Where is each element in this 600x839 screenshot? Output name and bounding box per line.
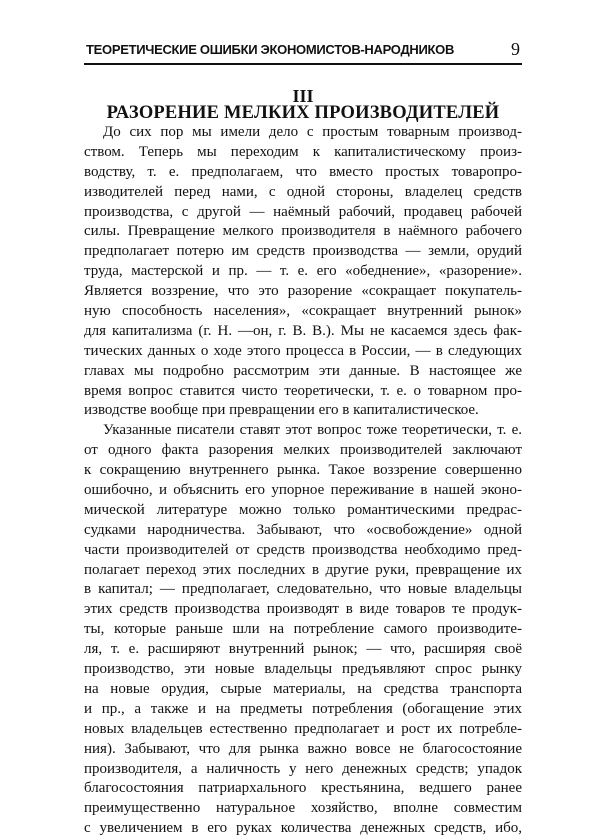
running-title: ТЕОРЕТИЧЕСКИЕ ОШИБКИ ЭКОНОМИСТОВ-НАРОДНИКОВ: [86, 42, 455, 57]
text-line: с увеличением в его руках количества денежных средств, ибо,: [84, 820, 522, 837]
running-header: [84, 41, 522, 65]
text-line: благосостояния патриархального крестьянина, ведшего ранее: [84, 780, 522, 797]
text-line: предполагает потерю им средств производства — земли, орудий: [84, 243, 522, 260]
text-line: изводителей перед нами, с одной стороны, владелец средств: [84, 183, 522, 200]
text-line: для капитализма (г. Н. —он, г. В. В.). Мы не касаемся здесь фак-: [84, 322, 522, 339]
text-line: производителя, а наличность у него денежных средств; упадок: [84, 760, 522, 777]
text-line: изводстве вообще при превращении его в капиталистическое.: [84, 402, 479, 419]
text-line: тических данных о ходе этого процесса в России, — в следующих: [84, 342, 522, 359]
page-number: 9: [511, 39, 520, 59]
text-line: новых владельцев естественно предполагает и рост их потребле-: [84, 720, 522, 737]
text-line: время вопрос ставится чисто теоретически, т. е. о товарном про-: [84, 382, 522, 399]
body-text: [84, 123, 522, 839]
text-line: Является воззрение, что это разорение «сокращает покупатель-: [84, 283, 522, 300]
text-line: преимущественно натуральное хозяйство, вполне совместим: [84, 800, 522, 817]
section-number: III: [292, 86, 314, 106]
text-line: судками народничества. Забывают, что «освобождение» одной: [84, 521, 522, 538]
text-line: производства, с другой — наёмный рабочий, продавец рабочей: [84, 203, 522, 220]
text-line: и пр., а также и на предметы потребления (обогащение этих: [84, 700, 522, 717]
text-line: части производителей от средств производства необходимо пред-: [84, 541, 522, 558]
text-line: на новые орудия, сырые материалы, на средства транспорта: [84, 680, 522, 697]
text-line: ля, т. е. расширяют внутренний рынок; — что, расширяя своё: [84, 641, 522, 658]
text-line: силы. Превращение мелкого производителя в наёмного рабочего: [84, 223, 522, 240]
text-line: к сокращению внутреннего рынка. Такое воззрение совершенно: [84, 462, 522, 479]
text-line: производство, эти новые владельцы предъявляют спрос рынку: [84, 661, 522, 678]
text-line: Указанные писатели ставят этот вопрос тоже теоретически, т. е.: [103, 422, 522, 439]
text-line: ния). Забывают, что для рынка важно вовсе не благосостояние: [84, 740, 522, 757]
text-line: ошибочно, и объяснить его упорное переживание в нашей эконо-: [84, 482, 522, 499]
text-line: ты, которые раньше шли на потребление самого производите-: [84, 621, 522, 638]
text-line: в капитал; — предполагает, следовательно, что новые владельцы: [84, 581, 522, 598]
text-line: труда, мастерской и пр. — т. е. его «обеднение», «разорение».: [84, 263, 522, 280]
section-title: РАЗОРЕНИЕ МЕЛКИХ ПРОИЗВОДИТЕЛЕЙ: [106, 103, 500, 123]
text-line: водству, т. е. предполагаем, что вместо простых товаропро-: [84, 163, 522, 180]
text-line: ную способность населения», «сокращает внутренний рынок»: [84, 303, 522, 320]
text-line: этих средств производства производят в виде товаров те продук-: [84, 601, 522, 618]
text-line: До сих пор мы имели дело с простым товарным производ-: [103, 124, 522, 140]
text-line: от одного факта разорения мелких производителей заключают: [84, 442, 522, 459]
text-line: полагает переход этих последних в другие руки, превращение их: [84, 561, 522, 578]
text-line: главах мы подробно рассмотрим эти данные. В настоящее же: [84, 362, 522, 379]
text-line: ством. Теперь мы переходим к капиталистическому произ-: [84, 143, 522, 160]
text-line: мической литературе можно только романтическими предрас-: [84, 501, 522, 518]
